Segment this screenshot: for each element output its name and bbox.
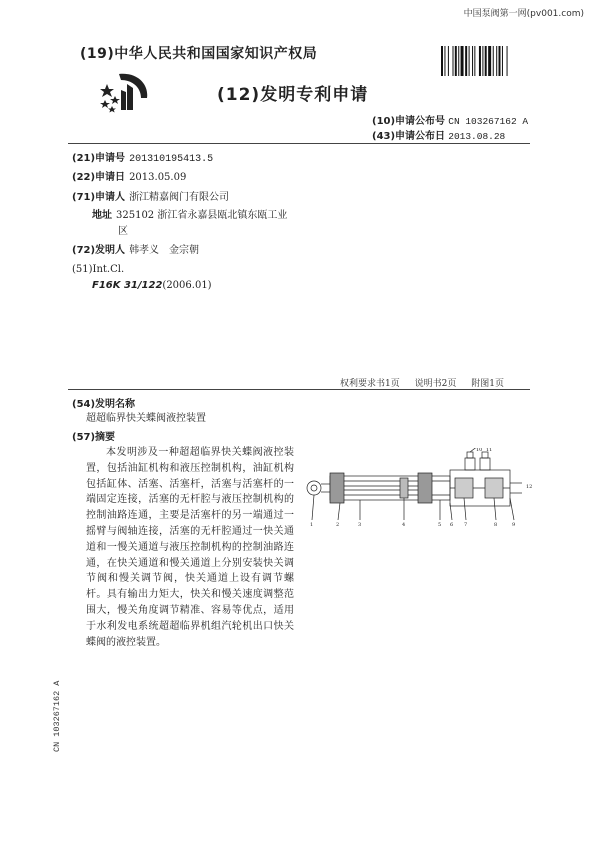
barcode-bar: [461, 46, 464, 76]
publication-date: 2013.08.28: [448, 131, 506, 142]
address-row: [92, 206, 287, 221]
application-number-label: (21)申请号: [72, 153, 126, 164]
barcode-bar: [496, 46, 497, 76]
barcode-bar: [493, 46, 494, 76]
publication-number: CN 103267162 A: [448, 116, 529, 127]
address-line-2: 区: [118, 226, 128, 237]
side-document-id: CN 103267162 A: [52, 680, 62, 752]
barcode-bar: [502, 46, 503, 76]
abstract-label: (57)摘要: [72, 432, 116, 443]
inventors-row: [72, 241, 199, 256]
publication-date-label: (43)申请公布日: [372, 131, 446, 142]
abstract-text: 本发明涉及一种超超临界快关蝶阀液控装置，包括油缸机构和液压控制机构，油缸机构包括缸体、活塞、活塞杆，活塞与活塞杆的一端固定连接，活塞的无杆腔与液压控制机构的控制油路连通，主要是活塞杆的另一端通过一摇臂与阀轴连接，活塞的无杆腔通过一快关通道和一慢关通道与液压控制机构的控制油路连通，在快关通道和慢关通道上分别安装快关调节阀和慢关调节阀，快关通道上设有调节螺杆。具有输出力矩大，快关和慢关速度调整范围大，慢关角度调节精准、容易等优点，适用于水利发电系统超超临界机组汽轮机出口快关蝶阀的液控装置。: [86, 447, 294, 648]
header-divider: [68, 143, 530, 144]
barcode-bar: [448, 46, 449, 76]
barcode-bar: [455, 46, 457, 76]
pages-summary: [340, 376, 514, 389]
pages-divider: [68, 389, 530, 390]
publication-number-label: (10)申请公布号: [372, 116, 446, 127]
application-number-row: [72, 149, 213, 165]
applicant-label: (71)申请人: [72, 192, 126, 203]
document-kind: (12)发明专利申请: [217, 85, 369, 105]
intcl-row: [92, 280, 212, 291]
address-line-1: 325102 浙江省永嘉县瓯北镇东瓯工业: [116, 210, 288, 221]
intcl-version: (2006.01): [162, 280, 212, 291]
drawing-part-label: 4: [402, 522, 406, 528]
inventors-label: (72)发明人: [72, 245, 126, 256]
address-label: 地址: [92, 210, 112, 221]
drawing-part-label: 9: [512, 522, 516, 528]
barcode-bar: [444, 46, 445, 76]
intcl-code: F16K 31/122: [92, 280, 163, 291]
description-pages: 说明书2页: [414, 379, 457, 389]
barcode-image: [441, 46, 533, 76]
drawing-part-label: 6: [450, 522, 454, 528]
drawing-part-label: 11: [486, 448, 493, 453]
applicant-row: [72, 188, 229, 203]
application-number: 201310195413.5: [129, 154, 214, 165]
barcode-bar: [499, 46, 501, 76]
invention-title: 超超临界快关蝶阀液控装置: [86, 413, 206, 424]
filing-date-row: [72, 168, 186, 183]
barcode-bar: [488, 46, 491, 76]
publication-date-row: [372, 127, 505, 142]
filing-date: 2013.05.09: [129, 172, 187, 183]
barcode-bar: [485, 46, 487, 76]
cnipa-logo: [97, 70, 151, 114]
filing-date-label: (22)申请日: [72, 172, 126, 183]
barcode-bar: [472, 46, 473, 76]
intcl-label: (51)Int.Cl.: [72, 264, 125, 275]
publication-number-row: [372, 112, 528, 127]
barcode-bar: [469, 46, 470, 76]
barcode-bar: [465, 46, 467, 76]
drawing-part-label: 3: [358, 522, 362, 528]
barcode-bar: [507, 46, 508, 76]
drawing-part-label: 1: [310, 522, 314, 528]
patent-office-name: (19)中华人民共和国国家知识产权局: [80, 46, 318, 62]
barcode-bar: [474, 46, 475, 76]
drawing-pages: 附图1页: [471, 379, 504, 389]
inventors-names: 韩孝义 金宗朝: [129, 245, 200, 256]
barcode-bar: [441, 46, 443, 76]
barcode-bar: [453, 46, 454, 76]
drawing-part-label: 5: [438, 522, 442, 528]
drawing-part-label: 10: [476, 448, 483, 453]
claims-pages: 权利要求书1页: [340, 379, 400, 389]
drawing-part-label: 2: [336, 522, 340, 528]
drawing-part-label: 12: [526, 484, 532, 490]
barcode-bar: [482, 46, 483, 76]
site-watermark: 中国泵阀第一网(pv001.com): [463, 9, 584, 19]
drawing-part-label: 7: [464, 522, 468, 528]
technical-drawing: [300, 448, 532, 533]
title-label: (54)发明名称: [72, 399, 136, 410]
applicant-name: 浙江精嘉阀门有限公司: [129, 192, 230, 203]
drawing-part-label: 8: [494, 522, 498, 528]
barcode-bar: [479, 46, 481, 76]
barcode-bar: [458, 46, 459, 76]
